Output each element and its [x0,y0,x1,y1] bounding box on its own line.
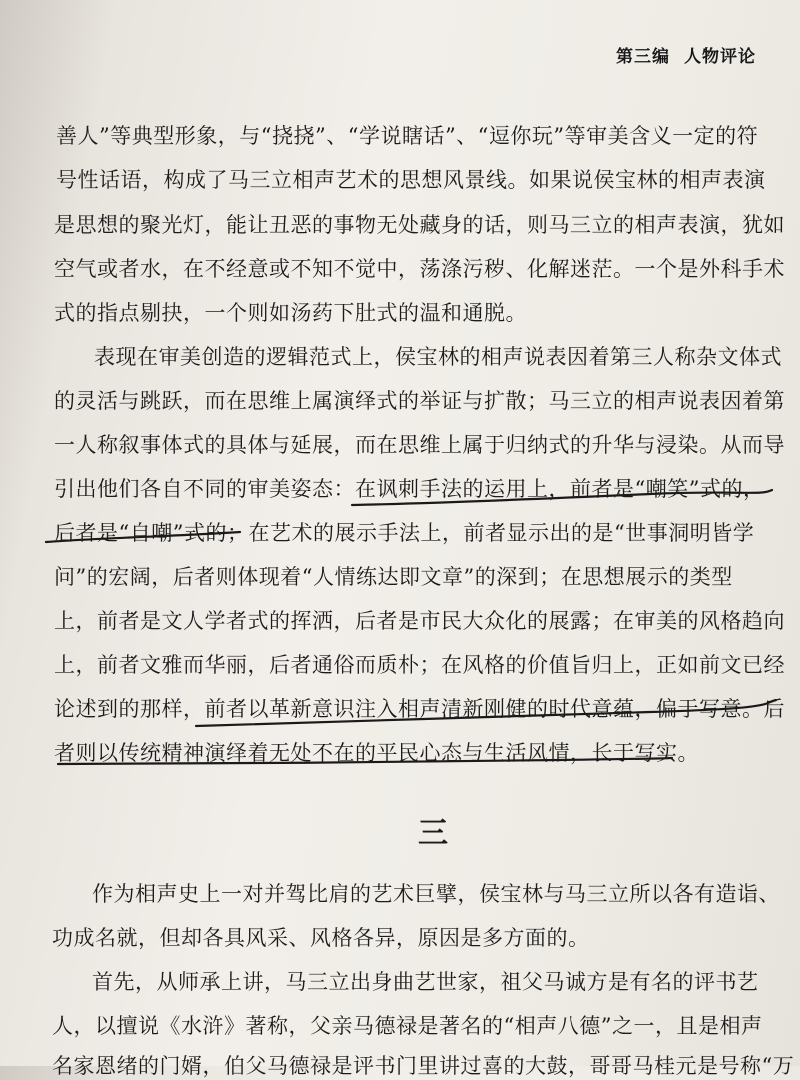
text-line: 论述到的那样，前者以革新意识注入相声清新刚健的时代意蕴，偏于写意。后 [54,697,785,721]
text-line: 功成名就，但却各具风采、风格各异，原因是多方面的。 [52,926,590,950]
text-line: 空气或者水，在不经意或不知不觉中，荡涤污秽、化解迷茫。一个是外科手术 [54,257,785,281]
header-part: 第三编 [616,47,670,67]
text-line: 作为相声史上一对并驾比肩的艺术巨擘，侯宝林与马三立所以各有造诣、 [92,882,780,906]
text-line: 问”的宏阔，后者则体现着“人情练达即文章”的深到；在思想展示的类型 [54,565,733,589]
text-line: 引出他们各自不同的审美姿态：在讽刺手法的运用上，前者是“嘲笑”式的， [54,477,765,501]
text-line: 者则以传统精神演绎着无处不在的平民心态与生活风情，长于写实。 [54,741,699,765]
text-line: 表现在审美创造的逻辑范式上，侯宝林的相声说表因着第三人称杂文体式 [94,345,782,369]
text-line: 首先，从师承上讲，马三立出身曲艺世家，祖父马诚方是有名的评书艺 [92,970,759,994]
text-line: 号性话语，构成了马三立相声艺术的思想风景线。如果说侯宝林的相声表演 [56,168,766,192]
header-title: 人物评论 [684,47,756,67]
text-line: 是思想的聚光灯，能让丑恶的事物无处藏身的话，则马三立的相声表演，犹如 [54,213,785,237]
text-line: 善人”等典型形象，与“挠挠”、“学说瞎话”、“逗你玩”等审美含义一定的符 [56,124,759,148]
text-line: 上，前者是文人学者式的挥洒，后者是市民大众化的展露；在审美的风格趋向 [54,609,785,633]
text-line: 式的指点剔抉，一个则如汤药下肚式的温和通脱。 [54,301,527,325]
running-header [616,42,756,67]
text-line: 上，前者文雅而华丽，后者通俗而质朴；在风格的价值旨归上，正如前文已经 [54,653,785,677]
text-line: 一人称叙事体式的具体与延展，而在思维上属于归纳式的升华与浸染。从而导 [54,433,785,457]
text-line: 的灵活与跳跃，而在思维上属演绎式的举证与扩散；马三立的相声说表因着第 [54,389,785,413]
section-number: 三 [418,816,450,851]
text-line: 人，以擅说《水浒》著称，父亲马德禄是著名的“相声八德”之一，且是相声 [52,1014,763,1038]
text-line: 名家恩绪的门婿，伯父马德禄是评书门里讲过喜的大鼓，哥哥马桂元是号称“万 [52,1054,795,1078]
text-line: 后者是“自嘲”式的；在艺术的展示手法上，前者显示出的是“世事洞明皆学 [54,521,755,545]
